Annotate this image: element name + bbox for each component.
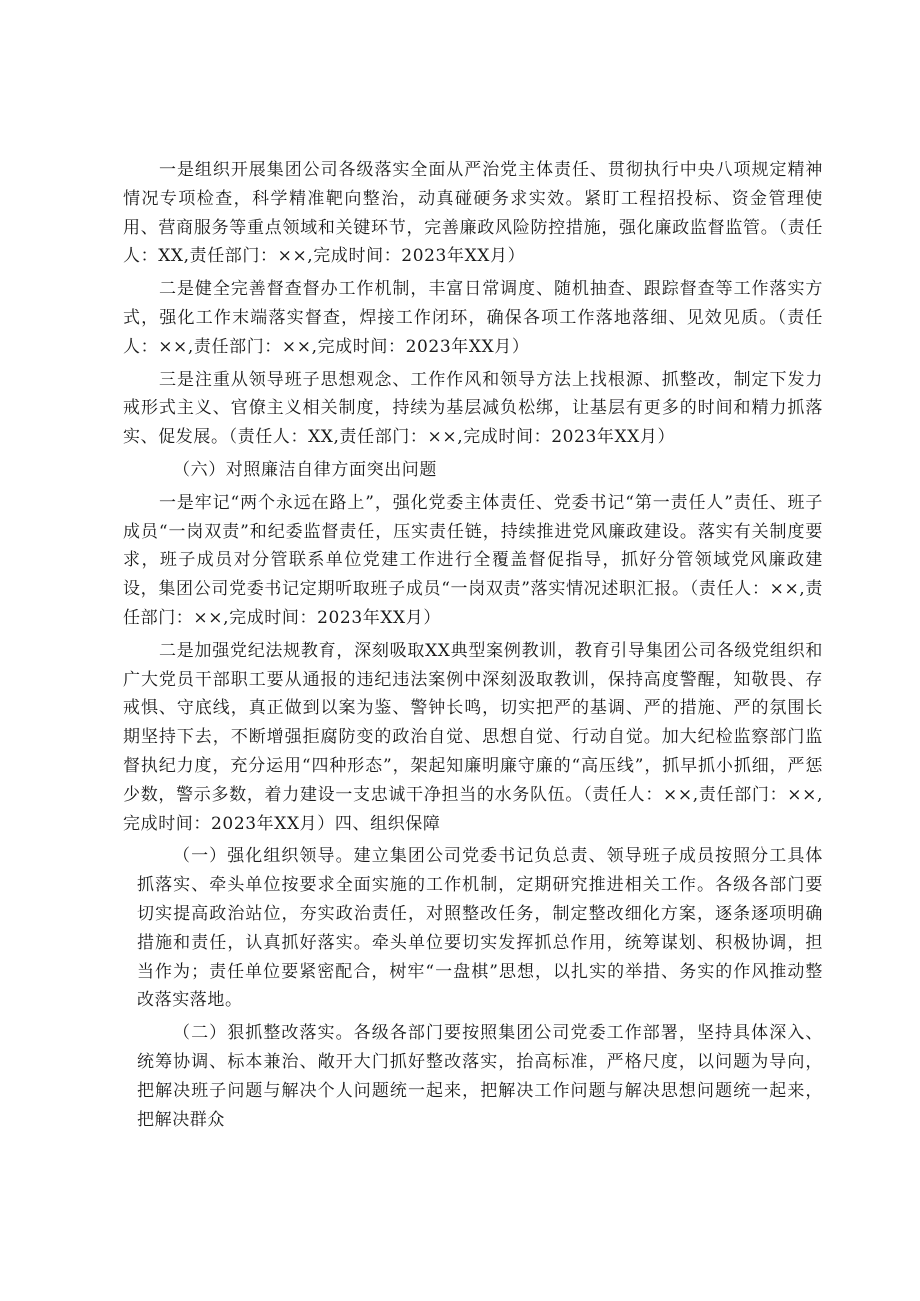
paragraph-responsibility: 一是牢记“两个永远在路上”，强化党委主体责任、党委书记“第一责任人”责任、班子成员“一岗双责”和纪委监督责任，压实责任链，持续推进党风廉政建设。落实有关制度要求，班子成员对分管联系单位党建工作进行全覆盖督促指导，抓好分管领域党风廉政建设，集团公司党委书记定期听取班子成员“一岗双责”落实情况述职汇报。（责任人：××,责任部门：××,完成时间：2023年XX月） [123, 492, 823, 628]
paragraph-organization-leadership: （一）强化组织领导。建立集团公司党委书记负总责、领导班子成员按照分工具体抓落实、牵头单位按要求全面实施的工作机制，定期研究推进相关工作。各级各部门要切实提高政治站位，夯实政治责任，对照整改任务，制定整改细化方案，逐条逐项明确措施和责任，认真抓好落实。牵头单位要切实发挥抓总作用，统筹谋划、积极协调，担当作为；责任单位要紧密配合，树牢“一盘棋”思想，以扎实的举措、务实的作风推动整改落实落地。 [137, 846, 823, 1011]
paragraph-supervision: 二是健全完善督查督办工作机制，丰富日常调度、随机抽查、跟踪督查等工作落实方式，强化工作末端落实督查，焊接工作闭环，确保各项工作落地落细、见效见质。（责任人：××,责任部门：××,完成时间：2023年XX月） [123, 279, 823, 357]
paragraph-inspection: 一是组织开展集团公司各级落实全面从严治党主体责任、贯彻执行中央八项规定精神情况专项检查，科学精准靶向整治，动真碰硬务求实效。紧盯工程招投标、资金管理使用、营商服务等重点领域和关键环节，完善廉政风险防控措施，强化廉政监督监管。（责任人：XX,责任部门：××,完成时间：2023年XX月） [123, 160, 823, 267]
paragraph-root-cause: 三是注重从领导班子思想观念、工作作风和领导方法上找根源、抓整改，制定下发力戒形式主义、官僚主义相关制度，持续为基层减负松绑，让基层有更多的时间和精力抓落实、促发展。（责任人：XX,责任部门：××,完成时间：2023年XX月） [123, 369, 823, 448]
section-heading-integrity: （六）对照廉洁自律方面突出问题 [173, 459, 437, 480]
paragraph-discipline-education: 二是加强党纪法规教育，深刻吸取XX典型案例教训，教育引导集团公司各级党组织和广大党员干部职工要从通报的违纪违法案例中深刻汲取教训，保持高度警醒，知敬畏、存戒惧、守底线，真正做到以案为鉴、警钟长鸣，切实把严的基调、严的措施、严的氛围长期坚持下去，不断增强拒腐防变的政治自觉、思想自觉、行动自觉。加大纪检监察部门监督执纪力度，充分运用“四种形态”，架起知廉明廉守廉的“高压线”，抓早抓小抓细，严惩少数，警示多数，着力建设一支忠诚干净担当的水务队伍。（责任人：××,责任部门：××,完成时间：2023年XX月）四、组织保障 [123, 640, 823, 834]
document-body [123, 156, 823, 1138]
paragraph-rectification: （二）狠抓整改落实。各级各部门要按照集团公司党委工作部署，坚持具体深入、统筹协调、标本兼治、敞开大门抓好整改落实，抬高标准，严格尺度，以问题为导向，把解决班子问题与解决个人问题统一起来，把解决工作问题与解决思想问题统一起来，把解决群众 [137, 1023, 823, 1130]
